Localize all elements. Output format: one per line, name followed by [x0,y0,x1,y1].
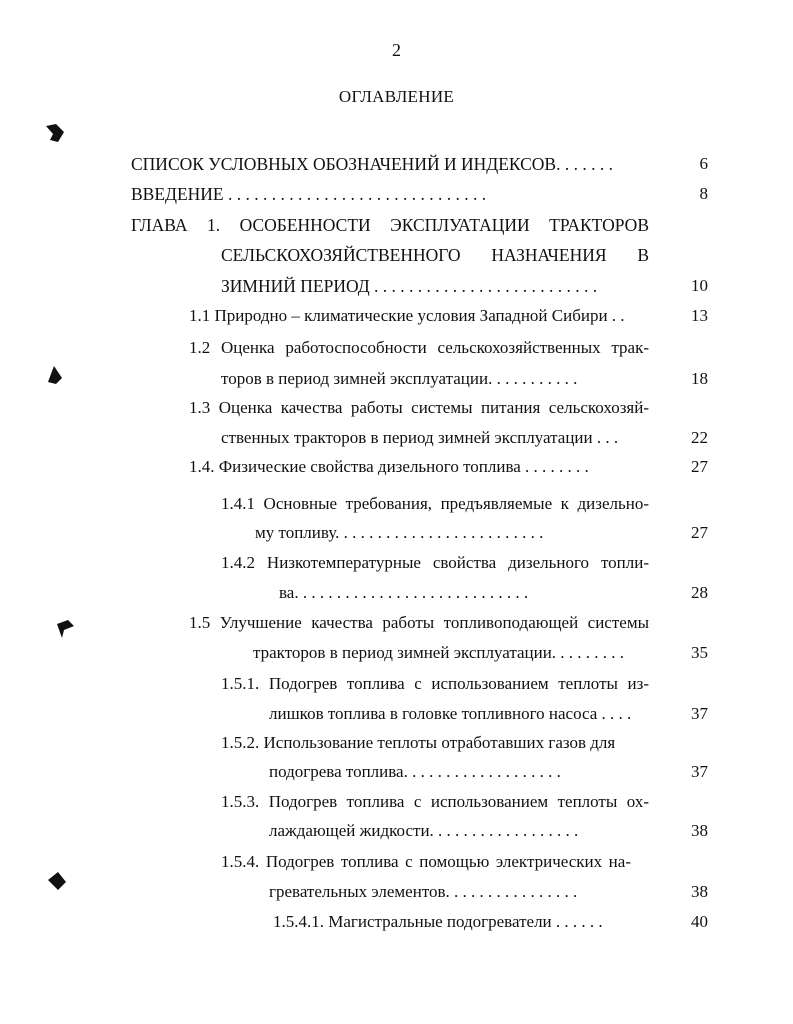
toc-entry-line: ственных тракторов в период зимней эксплуатации . . . [221,428,619,447]
toc-entry-page: 18 [691,369,708,388]
toc-entry-line: ГЛАВА 1. ОСОБЕННОСТИ ЭКСПЛУАТАЦИИ ТРАКТОРОВ [131,215,649,235]
binding-hole-mark-icon [54,618,76,640]
toc-entry-line: 1.5.2. Использование теплоты отработавших газов для [221,733,616,752]
toc-entry-page: 6 [699,154,708,173]
toc-entry-line: 1.4. Физические свойства дизельного топлива . . . . . . . . [189,457,589,476]
toc-entry-line: 1.4.2 Низкотемпературные свойства дизельного топли- [221,553,649,572]
binding-hole-mark-icon [46,870,68,892]
toc-entry-line: торов в период зимней эксплуатации. . . . . . . . . . . [221,369,578,388]
toc-entry-page: 37 [691,762,708,781]
toc-entry-line: лаждающей жидкости. . . . . . . . . . . . . . . . . . [269,821,579,840]
toc-entry-page: 28 [691,583,708,602]
toc-entry-line: 1.5.1. Подогрев топлива с использованием теплоты из- [221,674,649,693]
toc-entry-page: 13 [691,306,708,325]
toc-entry-line: СЕЛЬСКОХОЗЯЙСТВЕННОГО НАЗНАЧЕНИЯ В [221,245,649,265]
toc-entry-line: 1.5 Улучшение качества работы топливоподающей системы [189,613,649,632]
toc-entry-line: му топливу. . . . . . . . . . . . . . . . . . . . . . . . . [255,523,544,542]
binding-hole-mark-icon [44,122,66,144]
toc-entry-page: 40 [691,912,708,931]
toc-entry-line: 1.4.1 Основные требования, предъявляемые к дизельно- [221,494,649,513]
toc-entry-line: ЗИМНИЙ ПЕРИОД . . . . . . . . . . . . . . . . . . . . . . . . . . [221,276,598,296]
toc-entry-line: 1.2 Оценка работоспособности сельскохозяйственных трак- [189,338,649,357]
toc-entry-line: 1.5.3. Подогрев топлива с использованием теплоты ох- [221,792,649,811]
toc-entry-line: СПИСОК УСЛОВНЫХ ОБОЗНАЧЕНИЙ И ИНДЕКСОВ. . . . . . . [131,154,613,174]
toc-entry-page: 8 [699,184,708,203]
page-title: ОГЛАВЛЕНИЕ [338,87,455,106]
toc-entry-line: подогрева топлива. . . . . . . . . . . . . . . . . . . [269,762,561,781]
toc-entry-line: ВВЕДЕНИЕ . . . . . . . . . . . . . . . . . . . . . . . . . . . . . . [131,184,487,204]
toc-entry-page: 35 [691,643,708,662]
toc-entry-line: 1.1 Природно – климатические условия Западной Сибири . . [189,306,625,325]
toc-entry-line: 1.3 Оценка качества работы системы питания сельскохозяй- [189,398,649,417]
toc-entry-line: лишков топлива в головке топливного насоса . . . . [269,704,632,723]
toc-entry-line: ва. . . . . . . . . . . . . . . . . . . . . . . . . . . . [279,583,529,602]
toc-entry-page: 38 [691,882,708,901]
toc-entry-line: гревательных элементов. . . . . . . . . . . . . . . . [269,882,578,901]
toc-entry-line: 1.5.4.1. Магистральные подогреватели . . . . . . [273,912,603,931]
page-number: 2 [392,40,401,60]
toc-entry-page: 27 [691,523,708,542]
toc-entry-page: 38 [691,821,708,840]
toc-entry-line: тракторов в период зимней эксплуатации. . . . . . . . . [253,643,625,662]
toc-entry-line: 1.5.4. Подогрев топлива с помощью электрических на- [221,852,631,871]
toc-entry-page: 10 [691,276,708,295]
binding-hole-mark-icon [44,364,66,386]
toc-entry-page: 27 [691,457,708,476]
toc-entry-page: 37 [691,704,708,723]
toc-entry-page: 22 [691,428,708,447]
